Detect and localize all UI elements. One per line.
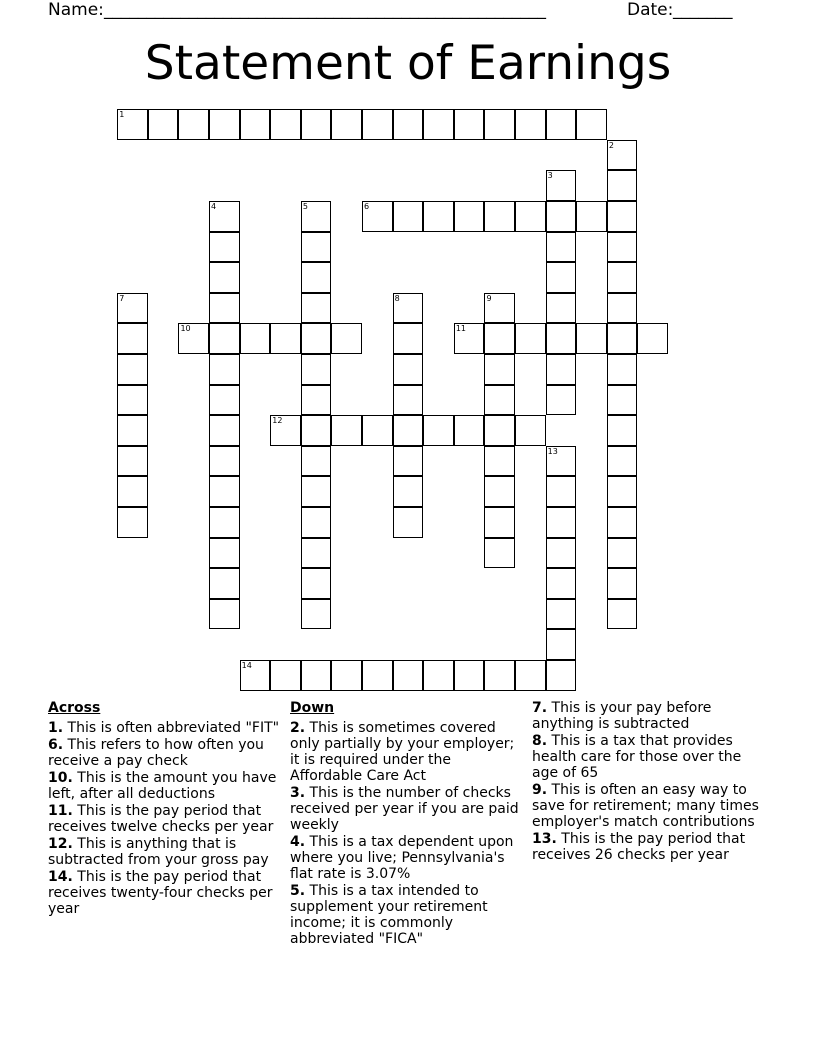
grid-cell[interactable] — [484, 201, 515, 232]
grid-cell[interactable] — [270, 660, 301, 691]
grid-cell[interactable] — [209, 568, 240, 599]
grid-cell[interactable] — [546, 660, 577, 691]
grid-cell[interactable] — [393, 415, 424, 446]
grid-cell[interactable] — [607, 476, 638, 507]
grid-cell[interactable] — [546, 568, 577, 599]
grid-cell[interactable] — [484, 476, 515, 507]
down-clue: 5. This is a tax intended to supplement your retirement income; it is commonly abbreviated "FICA" — [290, 883, 488, 947]
grid-cell[interactable] — [301, 262, 332, 293]
date-label: Date: — [627, 0, 674, 20]
clue-number: 5 — [302, 202, 308, 212]
down-clue: 7. This is your pay before anything is subtracted — [532, 700, 712, 732]
grid-cell[interactable] — [393, 385, 424, 416]
grid-cell[interactable] — [362, 415, 393, 446]
grid-cell[interactable] — [607, 293, 638, 324]
grid-cell[interactable] — [178, 323, 209, 354]
grid-cell[interactable] — [607, 170, 638, 201]
grid-cell[interactable] — [117, 476, 148, 507]
grid-cell[interactable] — [484, 293, 515, 324]
clue-number: 11 — [455, 324, 467, 334]
grid-cell[interactable] — [393, 660, 424, 691]
grid-cell[interactable] — [423, 201, 454, 232]
grid-cell[interactable] — [454, 415, 485, 446]
grid-cell[interactable] — [301, 354, 332, 385]
grid-cell[interactable] — [117, 293, 148, 324]
across-clue: 14. This is the pay period that receives twenty-four checks per year — [48, 869, 273, 917]
name-label: Name: — [48, 0, 104, 20]
grid-cell[interactable] — [454, 109, 485, 140]
down-clue: 13. This is the pay period that receives 26 checks per year — [532, 831, 746, 863]
across-clue: 11. This is the pay period that receives twelve checks per year — [48, 803, 274, 835]
grid-cell[interactable] — [546, 323, 577, 354]
across-clue: 12. This is anything that is subtracted from your gross pay — [48, 836, 269, 868]
grid-cell[interactable] — [607, 446, 638, 477]
clue-number: 14 — [241, 661, 252, 671]
grid-cell[interactable] — [484, 538, 515, 569]
grid-cell[interactable] — [515, 109, 546, 140]
grid-cell[interactable] — [209, 507, 240, 538]
grid-cell[interactable] — [117, 446, 148, 477]
grid-cell[interactable] — [117, 354, 148, 385]
clue-number: 13 — [547, 446, 558, 456]
grid-cell[interactable] — [301, 293, 332, 324]
grid-cell[interactable] — [362, 660, 393, 691]
grid-cell[interactable] — [515, 415, 546, 446]
clue-number: 1 — [119, 110, 125, 120]
grid-cell[interactable] — [576, 201, 607, 232]
grid-cell[interactable] — [546, 170, 577, 201]
grid-cell[interactable] — [484, 109, 515, 140]
grid-cell[interactable] — [209, 385, 240, 416]
grid-cell[interactable] — [301, 538, 332, 569]
clue-number: 10 — [180, 324, 191, 334]
grid-cell[interactable] — [515, 323, 546, 354]
grid-cell[interactable] — [301, 415, 332, 446]
grid-cell[interactable] — [576, 109, 607, 140]
clue-number: 6 — [364, 202, 370, 212]
grid-cell[interactable] — [240, 323, 271, 354]
grid-cell[interactable] — [331, 323, 362, 354]
grid-cell[interactable] — [270, 415, 301, 446]
grid-cell[interactable] — [607, 323, 638, 354]
grid-cell[interactable] — [546, 599, 577, 630]
down-clue: 8. This is a tax that provides health care for those over the age of 65 — [532, 733, 742, 781]
grid-cell[interactable] — [484, 323, 515, 354]
grid-cell[interactable] — [393, 446, 424, 477]
clue-number: 7 — [119, 293, 125, 303]
grid-cell[interactable] — [546, 232, 577, 263]
clue-number: 12 — [272, 416, 283, 426]
grid-cell[interactable] — [301, 446, 332, 477]
down-clue: 2. This is sometimes covered only partially by your employer; it is required under the Affordable Care Act — [290, 720, 515, 784]
grid-cell[interactable] — [148, 109, 179, 140]
grid-cell[interactable] — [546, 385, 577, 416]
grid-cell[interactable] — [607, 201, 638, 232]
grid-cell[interactable] — [240, 660, 271, 691]
grid-cell[interactable] — [362, 201, 393, 232]
grid-cell[interactable] — [607, 140, 638, 171]
grid-cell[interactable] — [607, 354, 638, 385]
grid-cell[interactable] — [117, 109, 148, 140]
grid-cell[interactable] — [209, 354, 240, 385]
grid-cell[interactable] — [209, 538, 240, 569]
grid-cell[interactable] — [484, 660, 515, 691]
grid-cell[interactable] — [607, 507, 638, 538]
grid-cell[interactable] — [423, 109, 454, 140]
grid-cell[interactable] — [117, 507, 148, 538]
clue-number: 9 — [486, 293, 492, 303]
down-clue: 4. This is a tax dependent upon where you live; Pennsylvania's flat rate is 3.07% — [290, 834, 514, 882]
grid-cell[interactable] — [301, 599, 332, 630]
grid-cell[interactable] — [484, 354, 515, 385]
page-title: Statement of Earnings — [144, 36, 672, 91]
grid-cell[interactable] — [607, 415, 638, 446]
grid-cell[interactable] — [209, 201, 240, 232]
grid-cell[interactable] — [301, 476, 332, 507]
across-heading: Across — [48, 700, 101, 716]
across-clue: 10. This is the amount you have left, after all deductions — [48, 770, 277, 802]
grid-cell[interactable] — [637, 323, 668, 354]
grid-cell[interactable] — [484, 507, 515, 538]
grid-cell[interactable] — [393, 201, 424, 232]
grid-cell[interactable] — [515, 201, 546, 232]
clue-number: 8 — [394, 293, 400, 303]
grid-cell[interactable] — [209, 232, 240, 263]
grid-cell[interactable] — [607, 262, 638, 293]
grid-cell[interactable] — [393, 476, 424, 507]
grid-cell[interactable] — [270, 109, 301, 140]
across-clues — [48, 700, 284, 918]
grid-cell[interactable] — [393, 323, 424, 354]
grid-cell[interactable] — [454, 660, 485, 691]
name-blank[interactable]: ____________________________________________________ — [104, 0, 546, 20]
grid-cell[interactable] — [393, 293, 424, 324]
grid-cell[interactable] — [209, 293, 240, 324]
grid-cell[interactable] — [393, 354, 424, 385]
date-blank[interactable]: _______ — [673, 0, 733, 20]
grid-cell[interactable] — [209, 599, 240, 630]
grid-cell[interactable] — [423, 415, 454, 446]
grid-cell[interactable] — [209, 323, 240, 354]
grid-cell[interactable] — [301, 232, 332, 263]
grid-cell[interactable] — [607, 385, 638, 416]
down-clue: 9. This is often an easy way to save for retirement; many times employer's match contributions — [532, 782, 759, 830]
grid-cell[interactable] — [301, 109, 332, 140]
grid-cell[interactable] — [607, 232, 638, 263]
grid-cell[interactable] — [546, 507, 577, 538]
grid-cell[interactable] — [546, 293, 577, 324]
down-clue: 3. This is the number of checks received per year if you are paid weekly — [290, 785, 519, 833]
grid-cell[interactable] — [301, 568, 332, 599]
grid-cell[interactable] — [484, 415, 515, 446]
grid-cell[interactable] — [301, 385, 332, 416]
down-clues-part-2 — [532, 700, 768, 864]
grid-cell[interactable] — [209, 415, 240, 446]
grid-cell[interactable] — [454, 201, 485, 232]
across-clue: 1. This is often abbreviated "FIT" — [48, 720, 280, 736]
grid-cell[interactable] — [484, 446, 515, 477]
grid-cell[interactable] — [484, 385, 515, 416]
grid-cell[interactable] — [301, 323, 332, 354]
grid-cell[interactable] — [270, 323, 301, 354]
grid-cell[interactable] — [331, 660, 362, 691]
grid-cell[interactable] — [393, 109, 424, 140]
grid-cell[interactable] — [209, 109, 240, 140]
grid-cell[interactable] — [546, 262, 577, 293]
grid-cell[interactable] — [209, 446, 240, 477]
grid-cell[interactable] — [546, 354, 577, 385]
grid-cell[interactable] — [301, 660, 332, 691]
grid-cell[interactable] — [607, 568, 638, 599]
grid-cell[interactable] — [546, 476, 577, 507]
grid-cell[interactable] — [117, 385, 148, 416]
grid-cell[interactable] — [117, 415, 148, 446]
grid-cell[interactable] — [607, 599, 638, 630]
across-clue: 6. This refers to how often you receive a pay check — [48, 737, 264, 769]
grid-cell[interactable] — [393, 507, 424, 538]
grid-cell[interactable] — [301, 201, 332, 232]
clue-number: 4 — [211, 202, 217, 212]
grid-cell[interactable] — [546, 109, 577, 140]
grid-cell[interactable] — [515, 660, 546, 691]
grid-cell[interactable] — [423, 660, 454, 691]
grid-cell[interactable] — [607, 538, 638, 569]
grid-cell[interactable] — [209, 476, 240, 507]
down-clues-part-1 — [290, 700, 526, 948]
grid-cell[interactable] — [240, 109, 271, 140]
grid-cell[interactable] — [331, 415, 362, 446]
grid-cell[interactable] — [546, 201, 577, 232]
grid-cell[interactable] — [301, 507, 332, 538]
down-heading: Down — [290, 700, 335, 716]
grid-cell[interactable] — [178, 109, 209, 140]
grid-cell[interactable] — [362, 109, 393, 140]
grid-cell[interactable] — [117, 323, 148, 354]
grid-cell[interactable] — [546, 446, 577, 477]
grid-cell[interactable] — [331, 109, 362, 140]
clue-number: 3 — [547, 171, 553, 181]
grid-cell[interactable] — [546, 538, 577, 569]
grid-cell[interactable] — [576, 323, 607, 354]
grid-cell[interactable] — [454, 323, 485, 354]
grid-cell[interactable] — [546, 629, 577, 660]
grid-cell[interactable] — [209, 262, 240, 293]
clue-number: 2 — [608, 140, 614, 150]
